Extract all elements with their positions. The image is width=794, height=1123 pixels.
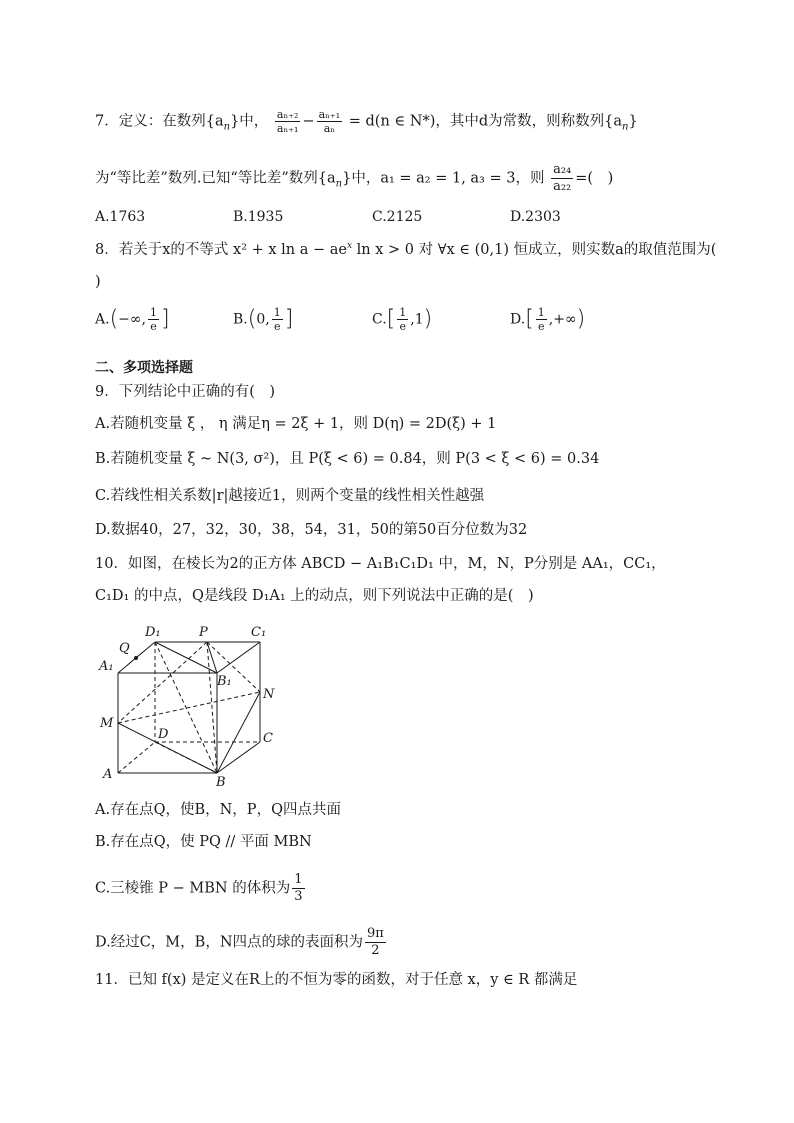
- edge-b-c: [217, 742, 260, 773]
- label-a1: A₁: [99, 659, 114, 674]
- q9-option-d: D.数据40，27，32，30，38，54，31，50的第50百分位数为32: [95, 522, 528, 538]
- label-b1: B₁: [217, 674, 232, 689]
- q7-l1-prefix: 7．定义：在数列{a: [95, 113, 224, 130]
- label-q: Q: [119, 641, 130, 656]
- line-n-b: [217, 692, 260, 773]
- label-d: D: [158, 727, 169, 742]
- label-a: A: [103, 767, 113, 782]
- cube-figure: [95, 618, 285, 788]
- q7-option-a: A.1763: [95, 209, 146, 225]
- point-q: [134, 656, 138, 660]
- q7-l2-end: =( ): [575, 170, 614, 187]
- q7-l2-mid: }中，a₁ = a₂ = 1, a₃ = 3，则: [342, 170, 545, 187]
- q7-ratio: $\frac{\text{a₂₄}}{\text{a₂₂}}$: [553, 162, 572, 194]
- q7-frac2: $\frac{\text{aₙ₊₁}}{\text{aₙ}}$: [318, 108, 341, 135]
- line-m-n: [118, 692, 260, 723]
- label-c: C: [263, 731, 273, 746]
- q7-line1: 7．定义：在数列$\{a_n\}$中， $\frac{\text{aₙ₊₂}}{\text{aₙ₊₁}}$ − $\frac{\text{aₙ₊₁}}{\text{aₙ}}$ = d(n ∈ N*)，其中d为常数，则称数列$\{a_n\}$: [95, 108, 638, 135]
- label-b: B: [216, 775, 226, 788]
- q8-line1: 8．若关于x的不等式 x² + x $\ln a - ae^x$ ln x > 0 对 ∀x ∈ (0,1) 恒成立，则实数a的取值范围为(: [95, 241, 717, 258]
- label-p: P: [199, 625, 208, 640]
- q11-line1: 11．已知 f(x) 是定义在R上的不恒为零的函数，对于任意 x，y ∈ R 都满足: [95, 972, 578, 988]
- label-n: N: [263, 687, 275, 702]
- q10-line2: C₁D₁ 的中点，Q是线段 D₁A₁ 上的动点，则下列说法中正确的是( ): [95, 588, 534, 604]
- q10-option-d: D.经过C，M，B，N四点的球的表面积为 $\frac{9\pi}{2}$: [95, 926, 384, 958]
- q10-line1: 10．如图，在棱长为2的正方体 ABCD − A₁B₁C₁D₁ 中，M，N，P分别是 AA₁，CC₁，: [95, 556, 666, 572]
- q7-option-d: D.2303: [510, 209, 561, 225]
- q7-option-c: C.2125: [372, 209, 423, 225]
- label-d1: D₁: [145, 625, 161, 640]
- line-p-m: [118, 642, 207, 723]
- q7-frac1: $\frac{\text{aₙ₊₂}}{\text{aₙ₊₁}}$: [276, 108, 299, 135]
- q8-option-b: B.(0, $\frac{1}{e}$ ]: [233, 306, 294, 333]
- section-heading: 二、多项选择题: [95, 360, 193, 376]
- q7-option-b: B.1935: [233, 209, 284, 225]
- q7-line2: 为“等比差”数列.已知“等比差”数列$\{a_n\}$中，a₁ = a₂ = 1, a₃ = 3，则 $\frac{\text{a₂₄}}{\text{a₂₂}}$ =( ): [95, 162, 614, 194]
- q7-l1-end: }: [628, 113, 638, 130]
- q9-option-c: C.若线性相关系数|r|越接近1，则两个变量的线性相关性越强: [95, 488, 485, 504]
- q8-option-d: D.[ $\frac{1}{e}$ ,+∞): [510, 306, 586, 333]
- q10-option-b: B.存在点Q，使 PQ // 平面 MBN: [95, 834, 312, 850]
- q7-l1-eq: = d(n ∈ N*)，其中d为常数，则称数列{a: [348, 113, 622, 130]
- q10-option-a: A.存在点Q，使B，N，P，Q四点共面: [95, 802, 341, 818]
- q10-option-c: C.三棱锥 P − MBN 的体积为 $\frac{1}{3}$: [95, 872, 303, 904]
- q7-l2-prefix: 为“等比差”数列.已知“等比差”数列{a: [95, 170, 336, 187]
- q9-stem: 9．下列结论中正确的有( ): [95, 384, 276, 400]
- q7-l1-mid: }中，: [230, 113, 269, 130]
- q9-option-a: A.若随机变量 ξ ， η 满足η = 2ξ + 1，则 D(η) = 2D(ξ) + 1: [95, 416, 497, 432]
- q8-option-c: C.[ $\frac{1}{e}$ ,1): [372, 306, 433, 333]
- line-p-b: [207, 642, 217, 773]
- edge-a-d: [118, 742, 155, 773]
- q8-line2: ): [95, 274, 101, 290]
- label-m: M: [100, 716, 114, 731]
- q9-option-b: B.若随机变量 ξ ~ N(3, σ²)，且 P(ξ < 6) = 0.84，则 P(3 < ξ < 6) = 0.34: [95, 451, 600, 467]
- q8-option-a: A.(−∞, $\frac{1}{e}$ ]: [95, 306, 170, 333]
- label-c1: C₁: [251, 625, 267, 640]
